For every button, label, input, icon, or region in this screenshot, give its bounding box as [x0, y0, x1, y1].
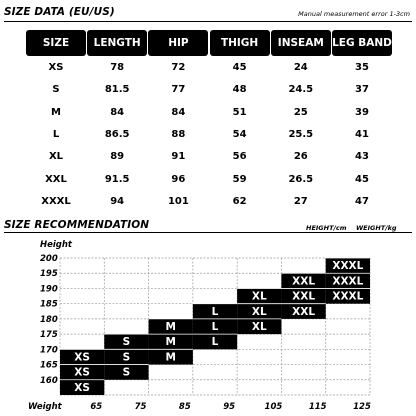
size-block-label: L [211, 336, 219, 349]
table-cell: S [52, 84, 60, 96]
height-tick-label: 185 [40, 299, 58, 310]
size-data-title: SIZE DATA (EU/US) [4, 6, 115, 18]
table-cell: XXXL [41, 195, 71, 207]
size-block-label: XL [251, 321, 267, 333]
table-cell: 91.5 [104, 173, 130, 185]
height-unit: HEIGHT/cm [306, 224, 347, 232]
size-block-label: L [211, 305, 219, 318]
size-block-label: XXL [292, 305, 316, 318]
size-block-label: XL [251, 305, 267, 318]
height-tick-label: 195 [40, 269, 58, 280]
weight-tick-label: 65 [90, 402, 103, 412]
size-block-label: XXXL [332, 260, 364, 273]
table-cell: 94 [110, 195, 125, 207]
weight-tick-label: 75 [134, 402, 147, 412]
header-cell: LEG BAND [332, 30, 392, 56]
table-cell: 91 [171, 151, 186, 163]
height-tick-label: 170 [40, 345, 58, 356]
weight-tick-label: 125 [353, 402, 371, 412]
table-cell: 35 [355, 62, 369, 73]
table-cell: 45 [232, 62, 247, 73]
table-cell: 77 [171, 84, 186, 96]
size-block-label: XXL [292, 275, 316, 288]
table-cell: 72 [171, 62, 186, 73]
table-cell: XL [48, 151, 64, 163]
header-cell: LENGTH [87, 30, 147, 56]
table-cell: 88 [171, 128, 186, 140]
size-block-label: S [122, 366, 131, 379]
size-block-label: XS [74, 381, 90, 394]
table-cell: 45 [355, 173, 369, 185]
size-block-label: M [165, 321, 176, 333]
table-cell: 41 [355, 128, 369, 140]
measurement-note: Manual measurement error 1-3cm [298, 10, 410, 18]
table-cell: 47 [355, 195, 369, 207]
height-tick-label: 175 [40, 330, 58, 341]
size-block-label: XL [251, 290, 267, 303]
size-block-label: XS [74, 366, 90, 379]
weight-tick-label: 95 [223, 402, 236, 412]
table-cell: 26.5 [288, 173, 314, 185]
weight-tick-label: 85 [178, 402, 191, 412]
table-cell: 89 [110, 151, 125, 163]
table-cell: 43 [355, 151, 369, 163]
table-cell: 56 [232, 151, 247, 163]
height-tick-label: 165 [40, 360, 58, 371]
size-block-label: M [165, 336, 176, 349]
table-cell: M [51, 106, 61, 118]
size-block-label: S [122, 336, 131, 349]
table-cell: 54 [232, 128, 247, 140]
table-cell: 48 [232, 84, 247, 96]
table-cell: 24 [293, 62, 308, 73]
header-cell: INSEAM [271, 30, 331, 56]
header-cell: THIGH [210, 30, 270, 56]
table-cell: 26 [293, 151, 308, 163]
table-cell: 39 [355, 106, 369, 118]
height-tick-label: 190 [40, 284, 58, 295]
table-cell: XS [48, 62, 64, 73]
weight-axis-label: Weight [28, 402, 62, 412]
weight-unit: WEIGHT/kg [356, 224, 397, 232]
weight-tick-label: 115 [308, 402, 327, 412]
size-block-label: L [211, 321, 219, 333]
height-tick-label: 200 [40, 254, 58, 264]
table-cell: L [52, 128, 60, 140]
table-cell: 37 [355, 84, 369, 96]
table-cell: 51 [232, 106, 247, 118]
table-cell: 84 [110, 106, 125, 118]
table-cell: 84 [171, 106, 186, 118]
size-block-label: XXL [292, 290, 316, 303]
table-cell: 25.5 [288, 128, 314, 140]
header-cell: HIP [148, 30, 208, 56]
size-block-label: XXXL [332, 290, 364, 303]
table-cell: 25 [293, 106, 308, 118]
table-cell: 101 [167, 195, 189, 207]
table-cell: 27 [293, 195, 308, 207]
size-block-label: M [165, 351, 176, 364]
height-axis-label: Height [40, 240, 72, 250]
table-cell: 24.5 [288, 84, 314, 96]
header-cell: SIZE [26, 30, 86, 56]
size-recommendation-title: SIZE RECOMMENDATION [4, 219, 150, 231]
height-tick-label: 180 [40, 314, 58, 325]
table-cell: 78 [110, 62, 125, 73]
table-cell: XXL [45, 173, 67, 185]
size-block-label: S [122, 351, 131, 364]
weight-tick-label: 105 [264, 402, 283, 412]
table-cell: 86.5 [104, 128, 130, 140]
height-tick-label: 160 [40, 375, 58, 386]
size-block-label: XS [74, 351, 90, 364]
table-cell: 96 [171, 173, 186, 185]
table-cell: 81.5 [104, 84, 130, 96]
table-cell: 59 [232, 173, 247, 185]
size-block-label: XXXL [332, 275, 364, 288]
table-cell: 62 [232, 195, 247, 207]
